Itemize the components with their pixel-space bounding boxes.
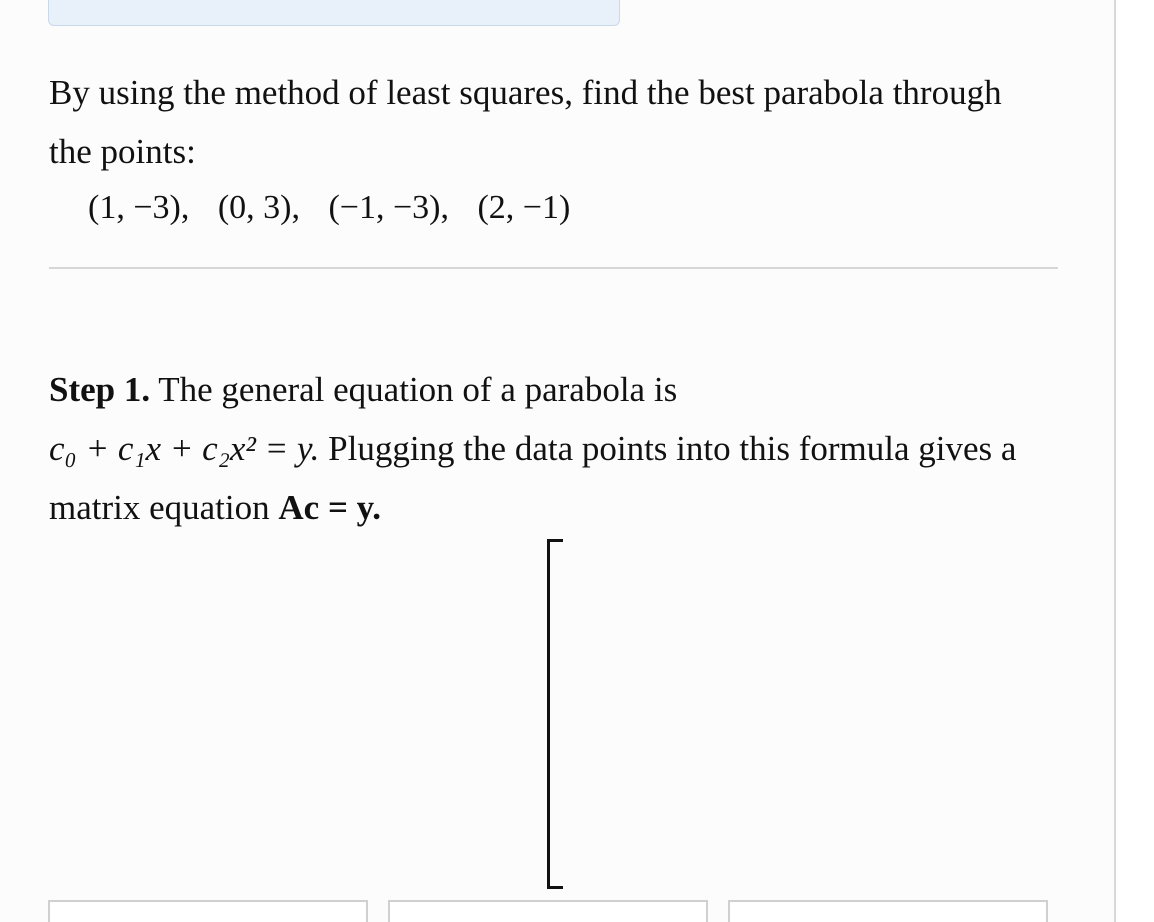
point-2: (0, 3), xyxy=(217,189,300,226)
top-hint-box xyxy=(48,0,620,26)
step-label: Step 1. xyxy=(49,370,151,409)
answer-box-1[interactable] xyxy=(48,900,368,922)
step-1-text-after: Plugging the data points into this formula gives a matrix equation xyxy=(49,429,1017,527)
problem-statement: By using the method of least squares, find the best parabola through the points: xyxy=(49,73,1002,171)
point-1: (1, −3), xyxy=(88,189,190,226)
matrix-left-bracket xyxy=(547,539,563,889)
step-1-block xyxy=(49,360,1049,537)
answer-box-2[interactable] xyxy=(388,900,708,922)
parabola-equation: c₀ + c₁x + c₂x² = y. xyxy=(49,429,320,468)
right-gutter xyxy=(1116,0,1154,922)
point-4: (2, −1) xyxy=(477,189,571,226)
problem-points xyxy=(88,183,988,233)
section-divider xyxy=(49,267,1058,269)
matrix-equation: Ac = y. xyxy=(278,488,381,527)
point-3: (−1, −3), xyxy=(328,189,449,226)
answer-box-3[interactable] xyxy=(728,900,1048,922)
step-1-text-before: The general equation of a parabola is xyxy=(158,370,678,409)
